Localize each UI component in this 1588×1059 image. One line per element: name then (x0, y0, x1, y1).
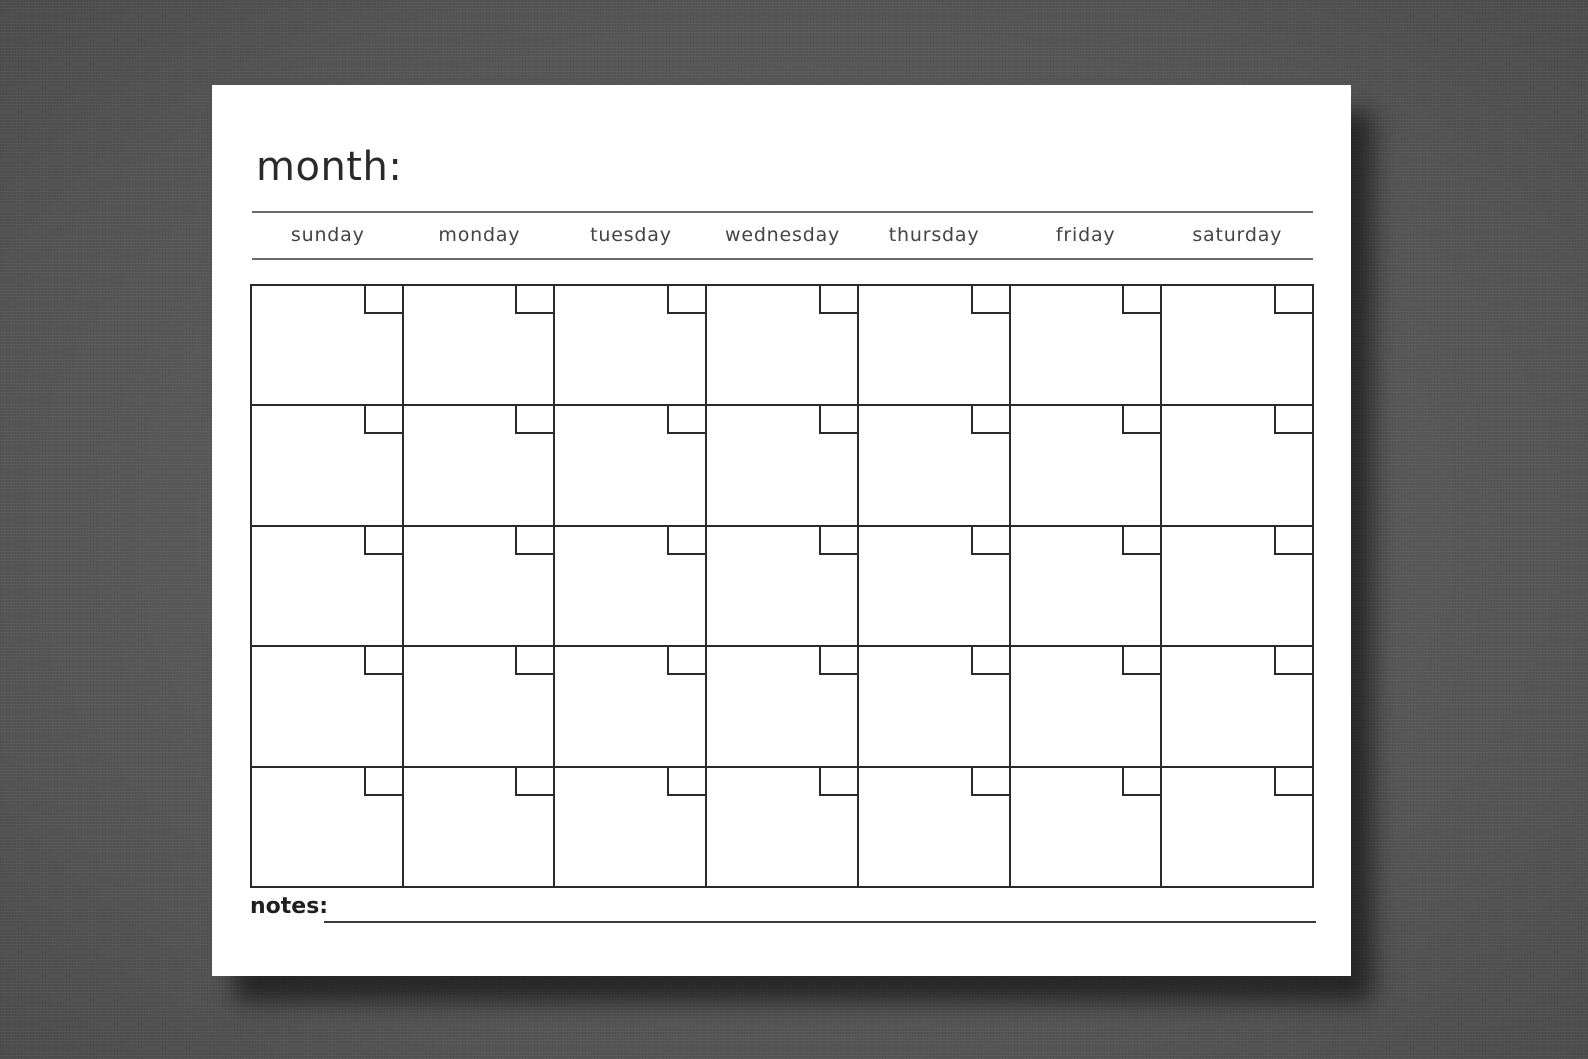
day-cell[interactable] (404, 768, 556, 888)
date-number-box[interactable] (1122, 527, 1160, 555)
calendar-sheet (212, 85, 1351, 976)
day-cell[interactable] (859, 406, 1011, 526)
date-number-box[interactable] (971, 406, 1009, 434)
day-cell[interactable] (555, 647, 707, 767)
day-cell[interactable] (707, 768, 859, 888)
notes-line[interactable] (324, 921, 1316, 923)
date-number-box[interactable] (1274, 527, 1312, 555)
date-number-box[interactable] (819, 527, 857, 555)
day-cell[interactable] (859, 768, 1011, 888)
day-cell[interactable] (1011, 527, 1163, 647)
notes-label: notes: (250, 894, 329, 919)
day-cell[interactable] (1162, 768, 1314, 888)
date-number-box[interactable] (667, 647, 705, 675)
date-number-box[interactable] (1274, 647, 1312, 675)
day-cell[interactable] (252, 406, 404, 526)
date-number-box[interactable] (1274, 768, 1312, 796)
date-number-box[interactable] (364, 647, 402, 675)
day-cell[interactable] (707, 286, 859, 406)
date-number-box[interactable] (515, 647, 553, 675)
date-number-box[interactable] (667, 527, 705, 555)
weekday-sunday: sunday (290, 224, 365, 246)
day-cell[interactable] (1011, 406, 1163, 526)
date-number-box[interactable] (1274, 286, 1312, 314)
month-label: month: (256, 144, 403, 190)
day-cell[interactable] (859, 527, 1011, 647)
day-cell[interactable] (252, 527, 404, 647)
date-number-box[interactable] (971, 527, 1009, 555)
date-number-box[interactable] (515, 406, 553, 434)
date-number-box[interactable] (971, 768, 1009, 796)
day-cell[interactable] (859, 647, 1011, 767)
weekday-wednesday: wednesday (724, 224, 841, 246)
date-number-box[interactable] (971, 647, 1009, 675)
date-number-box[interactable] (364, 406, 402, 434)
day-cell[interactable] (707, 527, 859, 647)
day-cell[interactable] (555, 527, 707, 647)
day-cell[interactable] (1011, 647, 1163, 767)
day-cell[interactable] (1162, 527, 1314, 647)
day-cell[interactable] (252, 768, 404, 888)
date-number-box[interactable] (819, 647, 857, 675)
day-cell[interactable] (555, 768, 707, 888)
weekday-tuesday: tuesday (590, 224, 672, 246)
weekday-thursday: thursday (888, 224, 980, 246)
date-number-box[interactable] (515, 286, 553, 314)
weekday-friday: friday (1055, 224, 1116, 246)
day-cell[interactable] (1011, 286, 1163, 406)
day-cell[interactable] (707, 406, 859, 526)
date-number-box[interactable] (515, 768, 553, 796)
calendar-grid (250, 284, 1314, 888)
weekday-saturday: saturday (1192, 224, 1283, 246)
header-top-rule (252, 211, 1313, 213)
date-number-box[interactable] (819, 286, 857, 314)
date-number-box[interactable] (667, 768, 705, 796)
date-number-box[interactable] (364, 527, 402, 555)
date-number-box[interactable] (364, 768, 402, 796)
date-number-box[interactable] (667, 406, 705, 434)
day-cell[interactable] (1162, 286, 1314, 406)
date-number-box[interactable] (819, 768, 857, 796)
day-cell[interactable] (252, 647, 404, 767)
day-cell[interactable] (707, 647, 859, 767)
day-cell[interactable] (1011, 768, 1163, 888)
header-bottom-rule (252, 258, 1313, 260)
date-number-box[interactable] (971, 286, 1009, 314)
day-cell[interactable] (555, 286, 707, 406)
day-cell[interactable] (1162, 647, 1314, 767)
date-number-box[interactable] (1122, 647, 1160, 675)
day-cell[interactable] (404, 647, 556, 767)
day-cell[interactable] (555, 406, 707, 526)
day-cell[interactable] (404, 527, 556, 647)
day-cell[interactable] (1162, 406, 1314, 526)
date-number-box[interactable] (1122, 286, 1160, 314)
date-number-box[interactable] (1122, 406, 1160, 434)
day-cell[interactable] (859, 286, 1011, 406)
day-cell[interactable] (404, 286, 556, 406)
date-number-box[interactable] (364, 286, 402, 314)
date-number-box[interactable] (667, 286, 705, 314)
date-number-box[interactable] (515, 527, 553, 555)
date-number-box[interactable] (1122, 768, 1160, 796)
date-number-box[interactable] (1274, 406, 1312, 434)
date-number-box[interactable] (819, 406, 857, 434)
day-cell[interactable] (404, 406, 556, 526)
day-cell[interactable] (252, 286, 404, 406)
weekday-monday: monday (438, 224, 521, 246)
weekday-header (252, 219, 1313, 251)
